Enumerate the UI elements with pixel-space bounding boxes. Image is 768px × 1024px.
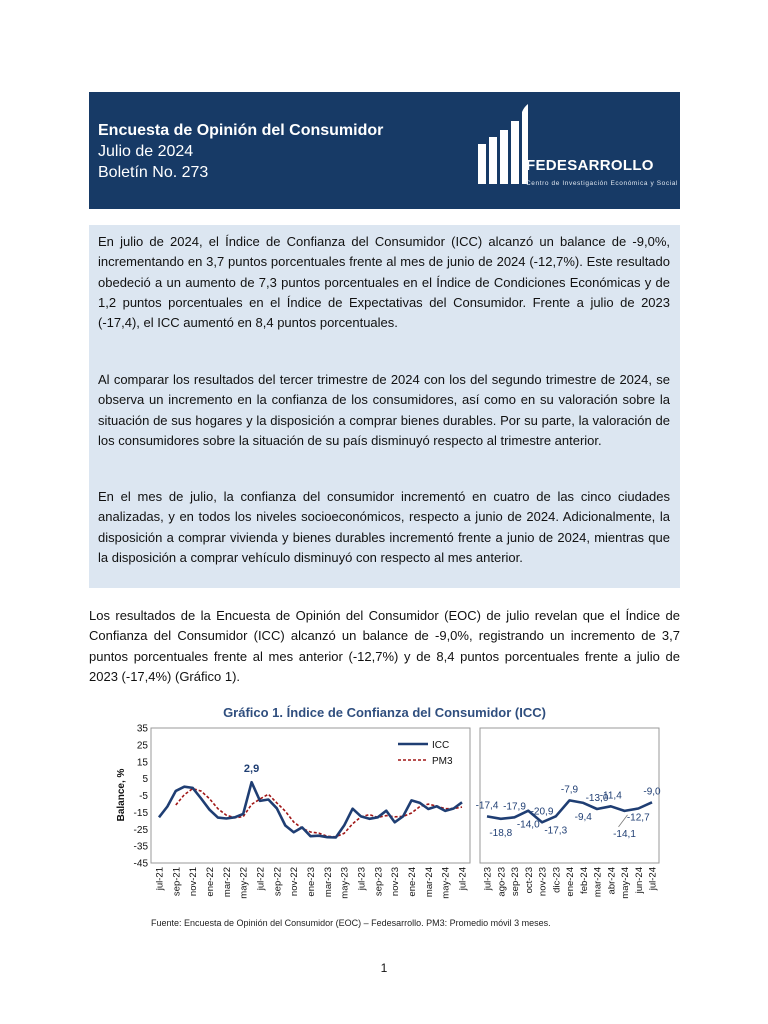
- pm3-series-line: [176, 789, 462, 837]
- x-tick-label: nov-23: [390, 867, 402, 897]
- x-tick-label: ene-23: [306, 867, 317, 897]
- y-tick-label: 35: [136, 723, 148, 735]
- icc-data-label: -17,4: [475, 800, 499, 812]
- icc-data-label: -11,4: [599, 790, 622, 802]
- y-tick-label: -5: [139, 791, 148, 802]
- icc-data-label: -17,3: [544, 825, 568, 837]
- zoom-plot-frame: [480, 728, 659, 863]
- y-tick-label: -25: [133, 824, 148, 836]
- x-tick-label: jul-24: [457, 867, 469, 891]
- summary-paragraph: En el mes de julio, la confianza del consumidor incrementó en cuatro de las cinco ciudades analizadas, y en todos los niveles socioeconómicos, respecto a junio de 2024. Adicionalmente, la disposición a comprar vivienda y bienes durables incrementó frente a junio de 2024, mientras que la disposición a comprar vehículo disminuyó con respecto al mes anterior.: [98, 489, 670, 565]
- x-tick-label: mar-24: [592, 867, 604, 898]
- x-tick-label: ene-24: [407, 867, 418, 897]
- x-tick-label: sep-22: [272, 867, 284, 897]
- icc-series-line: [159, 782, 462, 837]
- x-tick-label: jul-23: [356, 867, 368, 891]
- x-tick-label: jul-21: [154, 867, 166, 891]
- x-tick-label: may-24: [620, 867, 631, 899]
- icc-data-label: 2,9: [243, 763, 260, 776]
- x-tick-label: feb-24: [578, 867, 590, 894]
- x-tick-label: nov-23: [537, 867, 549, 897]
- icc-data-label: -18,8: [489, 827, 513, 839]
- logo-subtitle: Centro de Investigación Económica y Social: [526, 180, 679, 187]
- bulletin-number: Boletín No. 273: [98, 164, 209, 181]
- fedesarrollo-logo: [476, 104, 679, 199]
- x-tick-label: mar-24: [423, 867, 435, 898]
- header-text: [98, 120, 383, 183]
- y-tick-label: 25: [136, 740, 148, 752]
- x-tick-label: ene-22: [205, 867, 216, 897]
- x-tick-label: may-23: [339, 867, 351, 899]
- x-tick-label: mar-23: [322, 867, 334, 898]
- x-tick-label: dic-23: [551, 867, 563, 893]
- report-title: Encuesta de Opinión del Consumidor: [98, 122, 384, 139]
- icc-data-label: -17,9: [503, 801, 526, 813]
- icc-data-label: -14,0: [516, 819, 540, 831]
- summary-box: [89, 225, 680, 588]
- x-tick-label: oct-23: [523, 867, 535, 894]
- icc-data-label: -9,0: [643, 786, 661, 798]
- x-tick-label: jul-22: [255, 867, 267, 891]
- body-paragraph: Los resultados de la Encuesta de Opinión del Consumidor (EOC) de julio revelan que el Índice de Confianza del Consumidor (ICC) alcanzó un balance de -9,0%, registrando un incremento de 3,7 puntos porcentuales frente al mes anterior (-12,7%) y de 8,4 puntos porcentuales frente a julio de 2023 (-17,4%) (Gráfico 1).: [89, 608, 680, 684]
- icc-data-label: -12,7: [626, 812, 650, 824]
- x-tick-label: ago-23: [496, 867, 508, 897]
- x-tick-label: jul-24: [647, 867, 659, 891]
- report-header: [89, 92, 680, 209]
- x-tick-label: may-24: [440, 867, 452, 899]
- y-axis-label: Balance, %: [116, 768, 127, 822]
- x-tick-label: nov-21: [188, 867, 200, 897]
- x-tick-label: sep-23: [373, 867, 385, 897]
- x-tick-label: jun-24: [633, 867, 645, 894]
- x-tick-label: nov-22: [289, 867, 301, 897]
- y-tick-label: -45: [133, 858, 148, 870]
- icc-data-label: -20,9: [530, 806, 554, 818]
- x-tick-label: jul-23: [482, 867, 494, 891]
- page-number: 1: [380, 961, 388, 975]
- legend-pm3-label: PM3: [432, 756, 453, 767]
- icc-chart: [89, 720, 680, 915]
- report-period: Julio de 2024: [98, 143, 194, 160]
- source-note: Fuente: Encuesta de Opinión del Consumidor (EOC) – Fedesarrollo. PM3: Promedio móvil 3 meses.: [151, 918, 551, 928]
- x-tick-label: mar-22: [221, 867, 233, 898]
- y-tick-label: -35: [133, 841, 148, 853]
- icc-data-label: -7,9: [560, 784, 579, 796]
- x-tick-label: abr-24: [606, 867, 618, 895]
- y-tick-label: 15: [136, 757, 148, 769]
- icc-data-label: -9,4: [574, 811, 592, 823]
- summary-paragraph: En julio de 2024, el Índice de Confianza del Consumidor (ICC) alcanzó un balance de -9,0%, incrementando en 3,7 puntos porcentuales frente al mes de junio de 2024 (-12,7%). Este resultado obedeció a un aumento de 7,3 puntos porcentuales en el Índice de Condiciones Económicas y de 1,2 puntos porcentuales en el Índice de Expectativas del Consumidor. Frente a julio de 2023 (-17,4), el ICC aumentó en 8,4 puntos porcentuales.: [98, 234, 670, 331]
- x-tick-label: ene-24: [565, 867, 576, 897]
- summary-paragraph: Al comparar los resultados del tercer trimestre de 2024 con los del segundo trimestre de 2024, se observa un incremento en la confianza de los consumidores, así como en su valoración sobre la situación de sus hogares y la disposición a comprar bienes durables. Por su parte, la valoración de los consumidores sobre la situación de su país disminuyó respecto al trimestre anterior.: [98, 372, 670, 448]
- icc-data-label: -13,0: [585, 793, 609, 804]
- icc-data-label: -14,1: [613, 828, 636, 840]
- x-tick-label: may-22: [238, 867, 250, 899]
- y-tick-label: -15: [133, 807, 148, 819]
- logo-name: FEDESARROLLO: [526, 157, 654, 174]
- x-tick-label: sep-23: [510, 867, 521, 897]
- chart-title: Gráfico 1. Índice de Confianza del Consumidor (ICC): [223, 705, 546, 720]
- legend-icc-label: ICC: [432, 740, 450, 751]
- x-tick-label: sep-21: [171, 867, 183, 897]
- y-tick-label: 5: [142, 774, 148, 786]
